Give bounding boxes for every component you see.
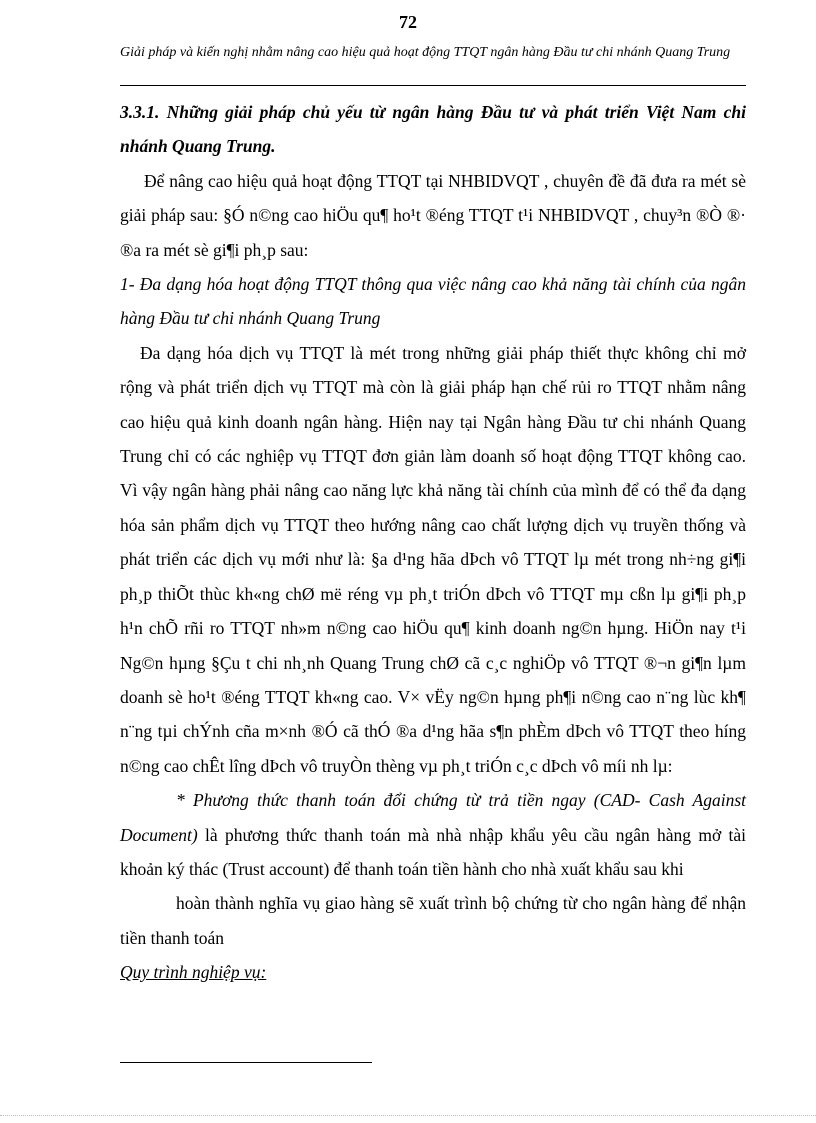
process-label: Quy trình nghiệp vụ: [120,962,267,983]
cad-paragraph [120,783,746,886]
solution-1-body: Đa dạng hóa dịch vụ TTQT là mét trong những giải pháp thiết thực không chỉ mở rộng và phát triển dịch vụ TTQT mà còn là giải pháp hạn chế rủi ro TTQT nhằm nâng cao hiệu quả kinh doanh ngân hàng. Hiện nay tại Ngân hàng Đầu tư chi nhánh Quang Trung chỉ có các nghiệp vụ TTQT đơn giản làm doanh số hoạt động TTQT không cao. Vì vậy ngân hàng phải nâng cao năng lực khả năng tài chính của mình để có thể đa dạng hóa sản phẩm dịch vụ TTQT theo hướng nâng cao chất lượng dịch vụ truyền thống và phát triển các dịch vụ mới như là: §a d¹ng hãa dÞch vô TTQT lµ mét trong nh÷ng gi¶i ph¸p thiÕt thùc kh«ng chØ më réng vµ ph¸t triÓn dÞch vô TTQT mµ cßn lµ gi¶i ph¸p h¹n chÕ rñi ro TTQT nh»m n©ng cao hiÖu qu¶ kinh doanh ng©n hµng. HiÖn nay t¹i Ng©n hµng §Çu t chi nh¸nh Quang Trung chØ cã c¸c nghiÖp vô TTQT ®¬n gi¶n lµm doanh sè ho¹t ®éng TTQT kh«ng cao. V× vËy ng©n hµng ph¶i n©ng cao n¨ng lùc kh¶ n¨ng tµi chÝnh cña m×nh ®Ó cã thÓ ®a d¹ng hãa s¶n phÈm dÞch vô TTQT theo híng n©ng cao chÊt lîng dÞch vô truyÒn thèng vµ ph¸t triÓn c¸c dÞch vô míi nh lµ: [120,342,746,776]
footnote-rule [120,1062,372,1063]
page-number: 72 [399,12,417,32]
running-header: Giải pháp và kiến nghị nhằm nâng cao hiệu quả hoạt động TTQT ngân hàng Đầu tư chi nhánh Quang Trung [120,45,731,60]
cad-lead-italic: * Phương thức thanh toán đổi chứng từ trả tiền ngay (CAD- Cash Against Document) [120,790,746,845]
page-body [120,95,746,990]
header-rule [120,85,746,86]
cad-lead-rest: là phương thức thanh toán mà nhà nhập khẩu yêu cầu ngân hàng mở tài khoản ký thác (Trust account) để thanh toán tiền hành cho nhà xuất khẩu sau khi [120,824,746,879]
solution-1-title: 1- Đa dạng hóa hoạt động TTQT thông qua việc nâng cao khả năng tài chính của ngân hàng Đầu tư chi nhánh Quang Trung [120,274,746,329]
section-heading: 3.3.1. Những giải pháp chủ yếu từ ngân hàng Đầu tư và phát triển Việt Nam chi nhánh Quang Trung. [120,102,746,157]
page-bottom-border [0,1115,816,1117]
cad-continuation: hoàn thành nghĩa vụ giao hàng sẽ xuất trình bộ chứng từ cho ngân hàng để nhận tiền thanh toán [120,893,746,948]
intro-paragraph: Để nâng cao hiệu quả hoạt động TTQT tại NHBIDVQT , chuyên đề đã đưa ra mét sè giải pháp sau: §Ó n©ng cao hiÖu qu¶ ho¹t ®éng TTQT t¹i NHBIDVQT , chuy³n ®Ò ®· ®a ra mét sè gi¶i ph¸p sau: [120,170,746,260]
process-label-line [120,955,746,989]
